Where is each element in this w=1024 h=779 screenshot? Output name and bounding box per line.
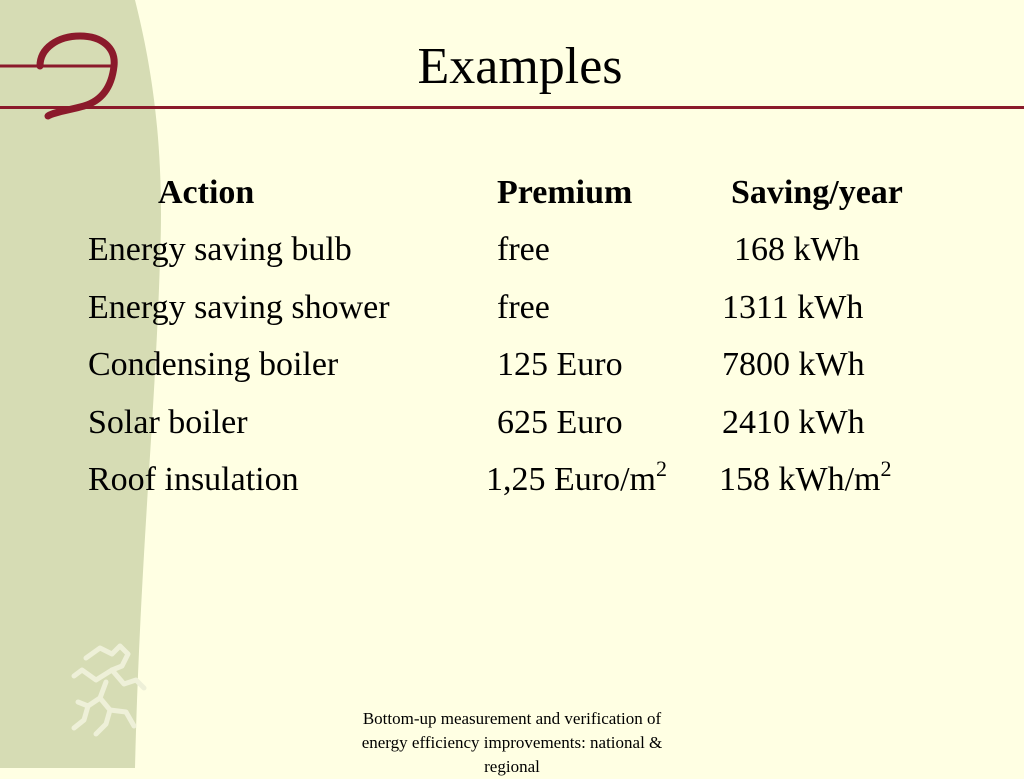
saving-cell: 168 kWh	[734, 231, 860, 268]
saving-cell: 7800 kWh	[722, 346, 865, 383]
header-premium: Premium	[497, 174, 633, 211]
action-cell: Solar boiler	[88, 404, 248, 441]
saving-cell: 2410 kWh	[722, 404, 865, 441]
premium-value: 1,25 Euro/m	[486, 461, 656, 498]
title-rule	[0, 106, 1024, 109]
saving-cell: 1311 kWh	[722, 289, 864, 326]
action-cell: Roof insulation	[88, 461, 299, 498]
premium-cell	[486, 456, 667, 500]
premium-cell: free	[497, 231, 550, 268]
header-saving: Saving/year	[731, 174, 903, 211]
saving-value: 158 kWh/m	[719, 461, 881, 498]
action-cell: Energy saving bulb	[88, 231, 352, 268]
footer-note: Bottom-up measurement and verification of energy efficiency improvements: national & regional	[361, 709, 663, 776]
premium-superscript: 2	[655, 456, 667, 481]
premium-cell: 125 Euro	[497, 346, 623, 383]
saving-superscript: 2	[880, 456, 892, 481]
action-cell: Energy saving shower	[88, 289, 390, 326]
premium-cell: 625 Euro	[497, 404, 623, 441]
saving-cell	[719, 456, 892, 500]
action-cell: Condensing boiler	[88, 346, 339, 383]
premium-cell: free	[497, 289, 550, 326]
flemish-lion-icon	[66, 640, 148, 740]
slide-title: Examples	[417, 38, 623, 95]
header-action: Action	[158, 174, 255, 211]
